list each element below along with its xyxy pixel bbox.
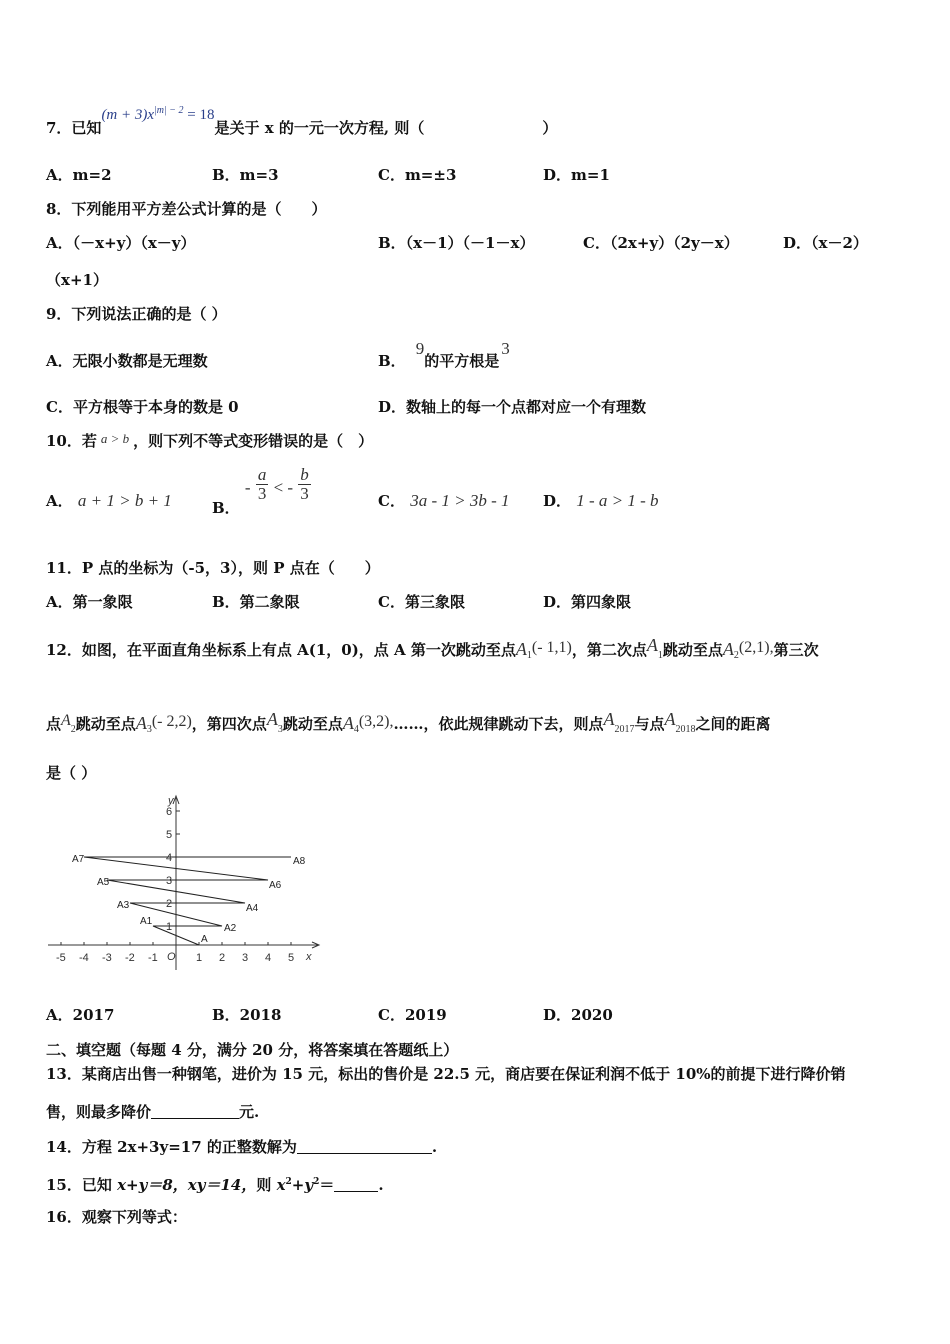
q7-option-b: B．m=3 <box>212 166 279 184</box>
q12-option-d: D．2020 <box>543 1006 613 1024</box>
q11-option-a: A．第一象限 <box>46 593 133 611</box>
x-tick-label: 1 <box>196 952 203 964</box>
y-axis-label: y <box>168 795 174 807</box>
q12-option-a: A．2017 <box>46 1006 115 1024</box>
x-tick-label: -4 <box>79 952 89 964</box>
q9-option-b: B．9的平方根是3 <box>378 339 510 370</box>
q13-line-2: 售，则最多降价 元. <box>46 1103 260 1121</box>
point-label-a7: A7 <box>72 854 85 865</box>
q10-fraction-b: $\frac{b}{3}$ <box>300 465 309 503</box>
y-tick-label: 5 <box>166 829 173 841</box>
y-tick-label: 3 <box>166 875 173 887</box>
q12-line-1: 12．如图，在平面直角坐标系上有点 A(1，0)，点 A 第一次跳动至点$A_1(-$ 1,1)，第二次点$A_1$跳动至点$A_2(2,1)$,第三次 <box>46 635 819 661</box>
q11-option-b: B．第二象限 <box>212 593 300 611</box>
q8-stem: 8．下列能用平方差公式计算的是（ ） <box>46 200 327 218</box>
q8-option-d-cont: （x+1） <box>46 271 108 289</box>
q12-line-2: 点$A_2$跳动至点$A_3(-$ 2,2)，第四次点$A_3$跳动至点$A_4(3,2),\dots\dots$，依此规律跳动下去，则点$A_{2017}$与点$A_{2018}$之间的距离 <box>46 709 771 735</box>
jump-path <box>84 857 291 945</box>
y-tick-label: 6 <box>166 806 173 818</box>
x-tick-label: 3 <box>242 952 249 964</box>
q7-suffix: 是关于 x 的一元一次方程, 则（ <box>214 119 425 137</box>
q7-prefix: 7．已知 <box>46 119 102 137</box>
x-tick-label: 4 <box>265 952 272 964</box>
q10-stem: 10．若 a > b ，则下列不等式变形错误的是（ ） <box>46 431 374 450</box>
q10-option-a: A． a + 1 > b + 1 <box>46 491 172 510</box>
q11-stem: 11．P 点的坐标为（-5，3），则 P 点在（ ） <box>46 559 380 577</box>
q7-option-a: A．m=2 <box>46 166 112 184</box>
y-tick-label: 1 <box>166 921 173 933</box>
x-tick-label: 5 <box>288 952 295 964</box>
q7-stem: 7．已知$(m + 3)x^{|m| - 2} = 18$是关于 x 的一元一次方程, 则（ ） <box>46 105 558 137</box>
q15-answer-blank[interactable] <box>334 1177 378 1192</box>
q13-line-1: 13．某商店出售一种钢笔，进价为 15 元，标出的售价是 22.5 元，商店要在保证利润不低于 10%的前提下进行降价销 <box>46 1065 846 1083</box>
point-label-a5: A5 <box>97 877 110 888</box>
q14-answer-blank[interactable] <box>297 1139 432 1154</box>
x-axis-label: x <box>306 951 312 963</box>
point-label-a1: A1 <box>140 916 153 927</box>
point-label-a: A <box>201 934 208 945</box>
x-tick-label: -5 <box>56 952 66 964</box>
q8-option-d: D．（x－2） <box>783 234 868 252</box>
origin-label: O <box>167 951 176 963</box>
q9-option-d: D．数轴上的每一个点都对应一个有理数 <box>378 398 647 416</box>
q11-option-d: D．第四象限 <box>543 593 632 611</box>
y-tick-label: 4 <box>166 852 173 864</box>
q10-option-d: D． 1 - a > 1 - b <box>543 491 659 510</box>
q10-fraction-a: $\frac{a}{3}$ <box>257 465 267 503</box>
x-tick-label: -1 <box>148 952 158 964</box>
q7-option-c: C．m=±3 <box>378 166 457 184</box>
point-label-a6: A6 <box>269 880 282 891</box>
q12-option-c: C．2019 <box>378 1006 447 1024</box>
q12-coordinate-graph <box>40 790 330 975</box>
q14-stem: 14．方程 2x+3y=17 的正整数解为 . <box>46 1138 438 1156</box>
q15-stem: 15．已知 x+y＝8，xy＝14，则 $x^2+y^2=$ . <box>46 1176 384 1194</box>
q10-option-c: C． 3a - 1 > 3b - 1 <box>378 491 510 510</box>
q10-option-b: B． - $\frac{a}{3}$ < - $\frac{b}{3}$ <box>212 465 309 517</box>
q8-option-c: C．（2x+y）（2y－x） <box>583 234 739 252</box>
point-label-a2: A2 <box>224 923 237 934</box>
x-tick-label: 2 <box>219 952 226 964</box>
q8-option-a: A．（－x+y）（x－y） <box>46 234 196 252</box>
q11-option-c: C．第三象限 <box>378 593 465 611</box>
q7-equation: $(m + 3)x^{|m| - 2} = 18$ <box>101 105 215 123</box>
q16-stem: 16．观察下列等式： <box>46 1208 187 1226</box>
section-heading: 二、填空题（每题 4 分，满分 20 分，将答案填在答题纸上） <box>46 1041 459 1059</box>
x-tick-label: -3 <box>102 952 112 964</box>
q9-stem: 9．下列说法正确的是（ ） <box>46 305 227 323</box>
q8-option-b: B．（x－1）（－1－x） <box>378 234 535 252</box>
q12-line-3: 是（ ） <box>46 764 97 782</box>
point-label-a3: A3 <box>117 900 130 911</box>
y-tick-label: 2 <box>166 898 173 910</box>
q13-answer-blank[interactable] <box>151 1104 239 1119</box>
q12-option-b: B．2018 <box>212 1006 282 1024</box>
x-tick-label: -2 <box>125 952 135 964</box>
q9-option-a: A．无限小数都是无理数 <box>46 352 208 370</box>
q7-option-d: D．m=1 <box>543 166 610 184</box>
point-label-a8: A8 <box>293 856 306 867</box>
point-label-a4: A4 <box>246 903 259 914</box>
q9-option-c: C．平方根等于本身的数是 0 <box>46 398 239 416</box>
